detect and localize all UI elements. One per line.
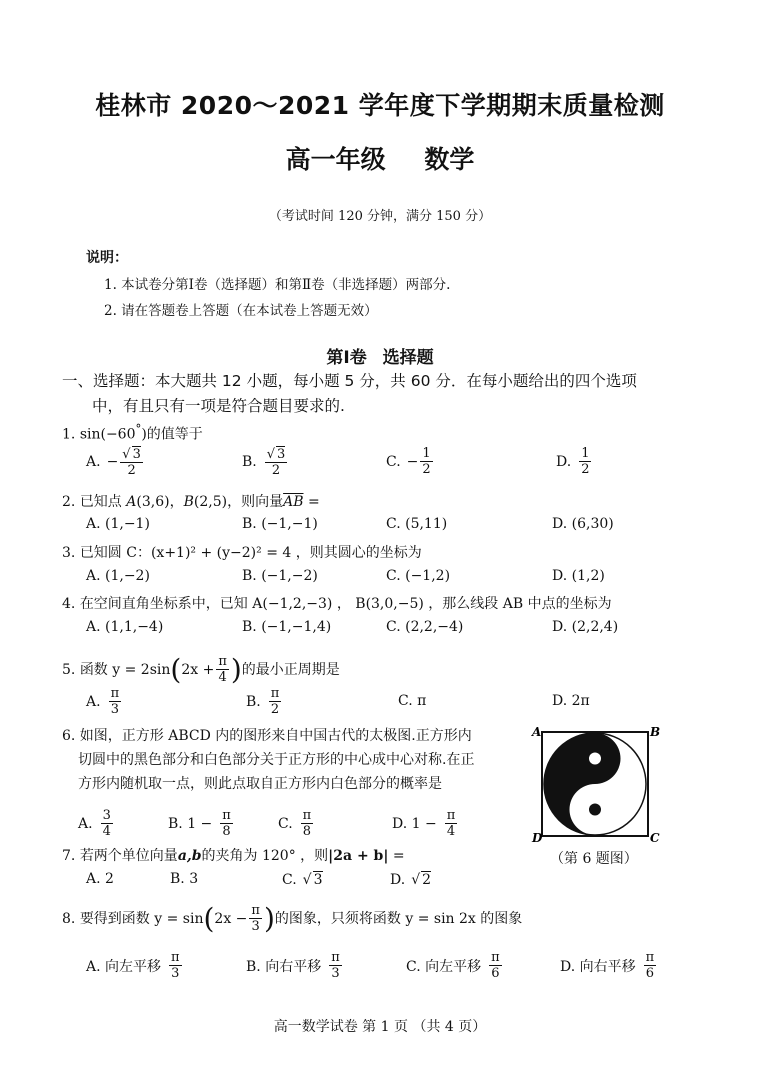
q1-option-b: B. $\frac{√ 3}{2}$ [242,447,286,478]
fraction: $\frac{√ 3}{2}$ [122,447,141,478]
vector-ab: $\overline{AB}$ [283,494,304,510]
part-heading [62,369,712,419]
label-a: A [532,726,542,739]
q5-option-d: D. 2π [552,693,590,709]
exam-info: （考试时间 120 分钟，满分 150 分） [268,209,492,224]
question-1 [62,419,203,445]
q6-option-d: D. 1 − $\frac{\pi}{4}$ [392,808,456,839]
question-text: sin(−60 [79,426,136,443]
figure-caption: （第 6 题图） [550,851,638,867]
label-d: D [532,831,543,842]
question-4: 4. 在空间直角坐标系中，已知 A(−1,2,−3) ， B(3,0,−5) ，那么线段 AB 中点的坐标为 [62,596,612,612]
page-subtitle: 高一年级 数学 [285,145,475,174]
q4-option-b: B. (−1,−1,4) [242,619,332,635]
question-text: )的值等于 [141,426,203,443]
q1-option-a: A. − $\frac{√ 3}{2}$ [86,447,141,478]
part-heading-line-2: 中，有且只有一项是符合题目要求的. [92,397,345,415]
fraction: $\frac{√ 3}{2}$ [266,447,286,478]
fraction: $\frac{\pi}{4}$ [218,654,227,685]
q8-option-a: A. 向左平移 $\frac{\pi}{3}$ [86,950,180,981]
q4-option-a: A. (1,1,−4) [86,619,164,635]
q3-option-b: B. (−1,−2) [242,568,318,584]
q8-option-d: D. 向右平移 $\frac{\pi}{6}$ [560,950,655,981]
question-5: 5. 函数 y = 2sin ( 2x + $\frac{\pi}{4}$ ) 的最小正周期是 [62,652,340,686]
q7-option-b: B. 3 [170,871,199,887]
question-3: 3. 已知圆 C：(x+1)² + (y−2)² = 4 ，则其圆心的坐标为 [62,545,422,561]
question-8: 8. 要得到函数 y = sin ( 2x − $\frac{\pi}{3}$ ) 的图象，只须将函数 y = sin 2x 的图象 [62,901,523,935]
q5-option-a: A. $\frac{\pi}{3}$ [86,686,120,717]
q8-option-c: C. 向左平移 $\frac{\pi}{6}$ [406,950,500,981]
q5-option-c: C. π [398,693,427,709]
q2-option-a: A. (1,−1) [86,516,150,532]
q2-option-d: D. (6,30) [552,516,614,532]
question-number: 1. [62,426,76,443]
q2-option-c: C. (5,11) [386,516,448,532]
taiji-figure [530,726,660,842]
question-2: 2. 已知点 A(3,6)，B(2,5)，则向量$\overline{AB}$ = [62,494,320,510]
degree-symbol: ° [135,422,142,436]
black-dot [589,804,601,816]
q4-option-d: D. (2,2,4) [552,619,619,635]
fraction: $\frac{1}{2}$ [422,446,431,477]
q4-option-c: C. (2,2,−4) [386,619,464,635]
q3-option-d: D. (1,2) [552,568,605,584]
label-c: C [650,831,660,842]
page-title: 桂林市 2020～2021 学年度下学期期末质量检测 [95,91,665,120]
page-footer: 高一数学试卷 第 1 页 （共 4 页） [273,1019,487,1035]
q8-option-b: B. 向右平移 $\frac{\pi}{3}$ [246,950,340,981]
notes-title: 说明： [86,250,128,266]
q5-option-b: B. $\frac{\pi}{2}$ [246,686,280,717]
question-7: 7. 若两个单位向量a,b的夹角为 120° ，则|2a + b| = [62,848,405,864]
note-item-2: 2. 请在答题卷上答题（在本试卷上答题无效） [104,303,378,319]
fraction: $\frac{1}{2}$ [581,446,590,477]
part-heading-line-1: 一、选择题：本大题共 12 小题，每小题 5 分，共 60 分．在每小题给出的四个选项 [62,372,637,390]
q6-option-a: A. $\frac{3}{4}$ [78,808,111,839]
q3-option-c: C. (−1,2) [386,568,451,584]
note-item-1: 1. 本试卷分第Ⅰ卷（选择题）和第Ⅱ卷（非选择题）两部分. [104,277,451,293]
q7-option-a: A. 2 [86,871,114,887]
label-b: B [650,726,660,739]
q7-option-c: C. √ 3 [282,871,323,888]
q6-option-b: B. 1 − $\frac{\pi}{8}$ [168,808,231,839]
q7-option-d: D. √ 2 [390,871,432,888]
section-title: 第Ⅰ卷 选择题 [326,348,434,368]
q1-option-d: D. $\frac{1}{2}$ [556,446,590,477]
q6-option-c: C. $\frac{\pi}{8}$ [278,808,312,839]
white-dot [589,753,601,765]
q3-option-a: A. (1,−2) [86,568,150,584]
q1-option-c: C. − $\frac{1}{2}$ [386,446,431,477]
q2-option-b: B. (−1,−1) [242,516,318,532]
question-6: 6. 如图，正方形 ABCD 内的图形来自中国古代的太极图.正方形内 切圆中的黑色部分和白色部分关于正方形的中心成中心对称.在正 方形内随机取一点，则此点取自正方形内白色部分的概率是 [62,728,475,792]
